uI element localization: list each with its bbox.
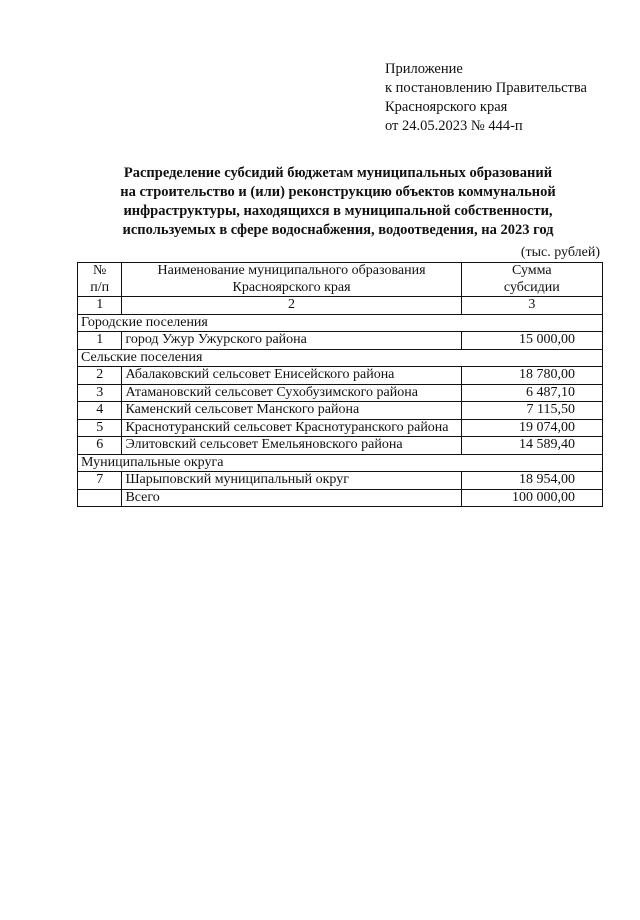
row-name: Атамановский сельсовет Сухобузимского района — [122, 384, 461, 402]
table-row — [78, 332, 603, 350]
header-name-line1: Наименование муниципального образования — [157, 263, 426, 278]
header-sum — [461, 263, 602, 297]
column-number: 3 — [461, 297, 602, 315]
row-number: 6 — [78, 437, 122, 455]
appendix-line: к постановлению Правительства — [385, 80, 587, 96]
subsidies-table — [77, 262, 603, 507]
header-no — [78, 263, 122, 297]
title-line: инфраструктуры, находящихся в муниципальной собственности, — [123, 203, 553, 219]
header-sum-line1: Сумма — [511, 263, 552, 278]
table-row — [78, 472, 603, 490]
row-number: 2 — [78, 367, 122, 385]
header-no-line2: п/п — [90, 279, 110, 295]
row-sum: 15 000,00 — [461, 332, 602, 350]
total-sum: 100 000,00 — [461, 489, 602, 507]
section-row — [78, 314, 603, 332]
row-sum: 18 954,00 — [461, 472, 602, 490]
column-number: 2 — [122, 297, 461, 315]
table-row — [78, 437, 603, 455]
section-title: Городские поселения — [78, 314, 603, 332]
row-number: 1 — [78, 332, 122, 350]
row-name: Каменский сельсовет Манского района — [122, 402, 461, 420]
total-label: Всего — [122, 489, 461, 507]
column-number-row — [78, 297, 603, 315]
title-line: используемых в сфере водоснабжения, водоотведения, на 2023 год — [122, 222, 554, 238]
appendix-line: Приложение — [385, 61, 463, 77]
row-name: Элитовский сельсовет Емельяновского района — [122, 437, 461, 455]
table-row — [78, 384, 603, 402]
row-name: Абалаковский сельсовет Енисейского района — [122, 367, 461, 385]
header-name — [122, 263, 461, 297]
row-sum: 18 780,00 — [461, 367, 602, 385]
document-title — [70, 164, 606, 240]
units-label: (тыс. рублей) — [520, 245, 600, 260]
row-number: 5 — [78, 419, 122, 437]
row-name: Краснотуранский сельсовет Краснотуранского района — [122, 419, 461, 437]
title-line: Распределение субсидий бюджетам муниципальных образований — [123, 165, 553, 181]
header-name-line2: Красноярского края — [232, 279, 351, 295]
title-line: на строительство и (или) реконструкцию объектов коммунальной — [120, 184, 556, 200]
total-row — [78, 489, 603, 507]
row-sum: 6 487,10 — [461, 384, 602, 402]
section-row — [78, 349, 603, 367]
header-no-line1: № — [93, 263, 107, 278]
header-sum-line2: субсидии — [503, 279, 560, 295]
row-name: Шарыповский муниципальный округ — [122, 472, 461, 490]
section-title: Сельские поселения — [78, 349, 603, 367]
row-sum: 14 589,40 — [461, 437, 602, 455]
row-number: 4 — [78, 402, 122, 420]
row-name: город Ужур Ужурского района — [122, 332, 461, 350]
table-row — [78, 367, 603, 385]
row-number: 7 — [78, 472, 122, 490]
row-sum: 7 115,50 — [461, 402, 602, 420]
appendix-line: от 24.05.2023 № 444-п — [385, 118, 523, 134]
column-number: 1 — [78, 297, 122, 315]
total-empty-cell — [78, 489, 122, 507]
row-sum: 19 074,00 — [461, 419, 602, 437]
section-row — [78, 454, 603, 472]
table-row — [78, 402, 603, 420]
row-number: 3 — [78, 384, 122, 402]
section-title: Муниципальные округа — [78, 454, 603, 472]
appendix-line: Красноярского края — [385, 99, 508, 115]
table-header-row — [78, 263, 603, 297]
table-row — [78, 419, 603, 437]
appendix-block — [385, 60, 587, 136]
